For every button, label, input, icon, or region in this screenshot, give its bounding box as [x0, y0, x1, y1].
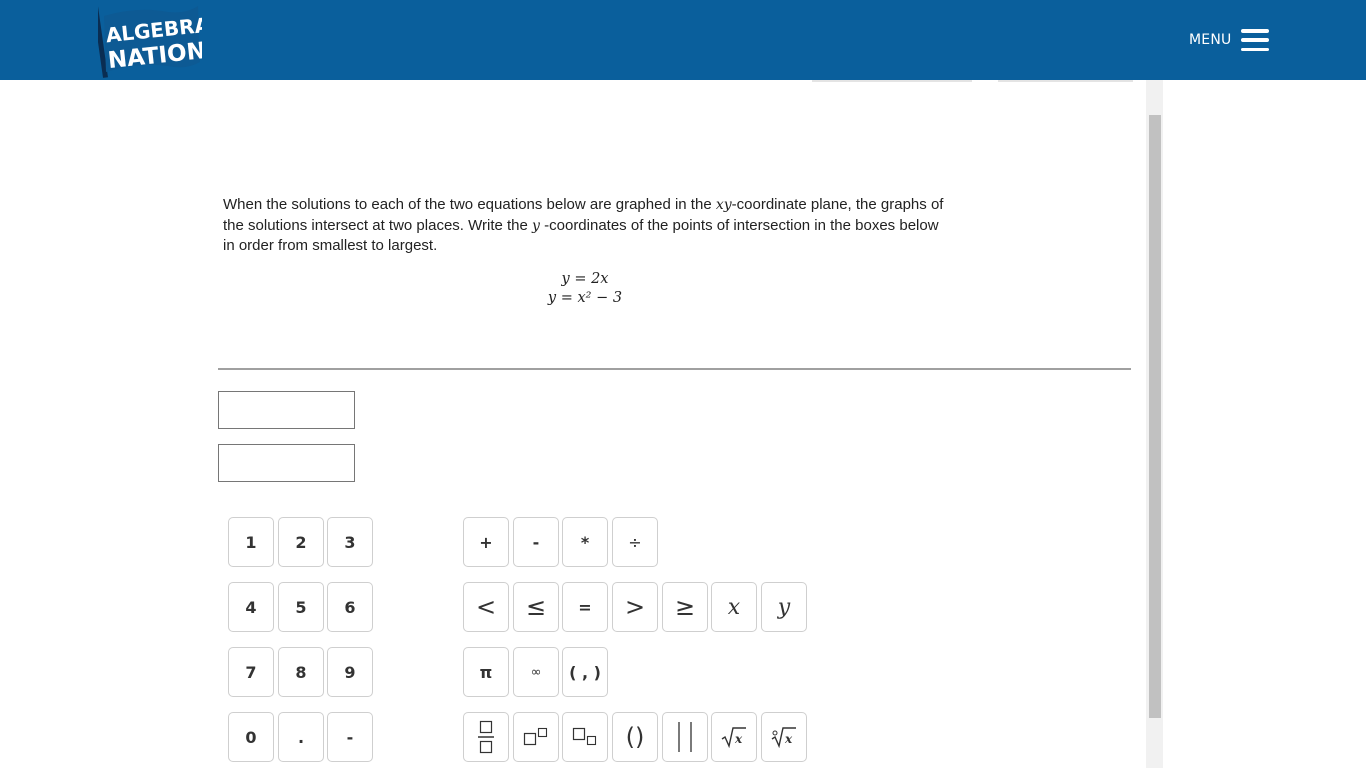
key-equals[interactable]: =: [562, 582, 608, 632]
key-nth-root[interactable]: [761, 712, 807, 762]
key-4[interactable]: 4: [228, 582, 274, 632]
key-less-than[interactable]: <: [463, 582, 509, 632]
menu-button[interactable]: [1189, 24, 1269, 56]
fraction-icon: [478, 720, 494, 754]
key-5[interactable]: 5: [278, 582, 324, 632]
math-var-y: y: [532, 217, 540, 234]
scrollbar-thumb[interactable]: [1149, 115, 1161, 718]
superscript-icon: [523, 727, 549, 747]
key-multiply[interactable]: *: [562, 517, 608, 567]
key-infinity[interactable]: ∞: [513, 647, 559, 697]
hamburger-icon: [1241, 29, 1269, 51]
key-3[interactable]: 3: [327, 517, 373, 567]
svg-text:x: x: [735, 732, 743, 746]
question-text: [223, 195, 953, 256]
equation-2: y = x² − 3: [547, 290, 623, 306]
tab-stub-1: [812, 80, 972, 82]
key-decimal[interactable]: .: [278, 712, 324, 762]
top-header: [0, 0, 1366, 80]
key-plus[interactable]: +: [463, 517, 509, 567]
equation-1: y = 2x: [561, 271, 609, 287]
key-pi[interactable]: π: [463, 647, 509, 697]
answer-input-1[interactable]: [218, 391, 355, 429]
math-var-xy: xy: [715, 197, 732, 213]
key-fraction[interactable]: [463, 712, 509, 762]
question-text-part3: -coordinates of the points of intersection in the boxes below in order from smallest to largest.: [223, 216, 939, 254]
algebra-nation-logo[interactable]: [98, 4, 202, 78]
key-subscript[interactable]: [562, 712, 608, 762]
svg-text:x: x: [785, 732, 793, 746]
key-2[interactable]: 2: [278, 517, 324, 567]
square-root-icon: [721, 726, 747, 748]
svg-text:NATION: NATION: [106, 37, 202, 75]
key-6[interactable]: 6: [327, 582, 373, 632]
key-less-equal[interactable]: ≤: [513, 582, 559, 632]
nth-root-icon: [771, 726, 797, 748]
key-y[interactable]: y: [761, 582, 807, 632]
key-0[interactable]: 0: [228, 712, 274, 762]
key-greater-than[interactable]: >: [612, 582, 658, 632]
key-superscript[interactable]: [513, 712, 559, 762]
key-8[interactable]: 8: [278, 647, 324, 697]
key-divide[interactable]: ÷: [612, 517, 658, 567]
key-square-root[interactable]: [711, 712, 757, 762]
tab-stub-2: [998, 80, 1133, 82]
key-1[interactable]: 1: [228, 517, 274, 567]
key-7[interactable]: 7: [228, 647, 274, 697]
svg-text:ALGEBRA: ALGEBRA: [104, 12, 202, 48]
subscript-icon: [572, 726, 598, 748]
key-negative[interactable]: -: [327, 712, 373, 762]
key-x[interactable]: x: [711, 582, 757, 632]
equations: [520, 270, 650, 308]
key-minus[interactable]: -: [513, 517, 559, 567]
divider: [218, 368, 1131, 370]
question-text-part2: -coordinate plane, the graphs of the solutions intersect at two places. Write the: [223, 196, 944, 234]
key-9[interactable]: 9: [327, 647, 373, 697]
key-absolute-value[interactable]: [662, 712, 708, 762]
menu-label: MENU: [1189, 32, 1232, 48]
answer-input-2[interactable]: [218, 444, 355, 482]
absolute-value-icon: [676, 721, 694, 753]
key-ordered-pair[interactable]: ( , ): [562, 647, 608, 697]
key-greater-equal[interactable]: ≥: [662, 582, 708, 632]
key-parentheses[interactable]: (): [612, 712, 658, 762]
question-text-part1: When the solutions to each of the two equations below are graphed in the: [223, 196, 716, 213]
